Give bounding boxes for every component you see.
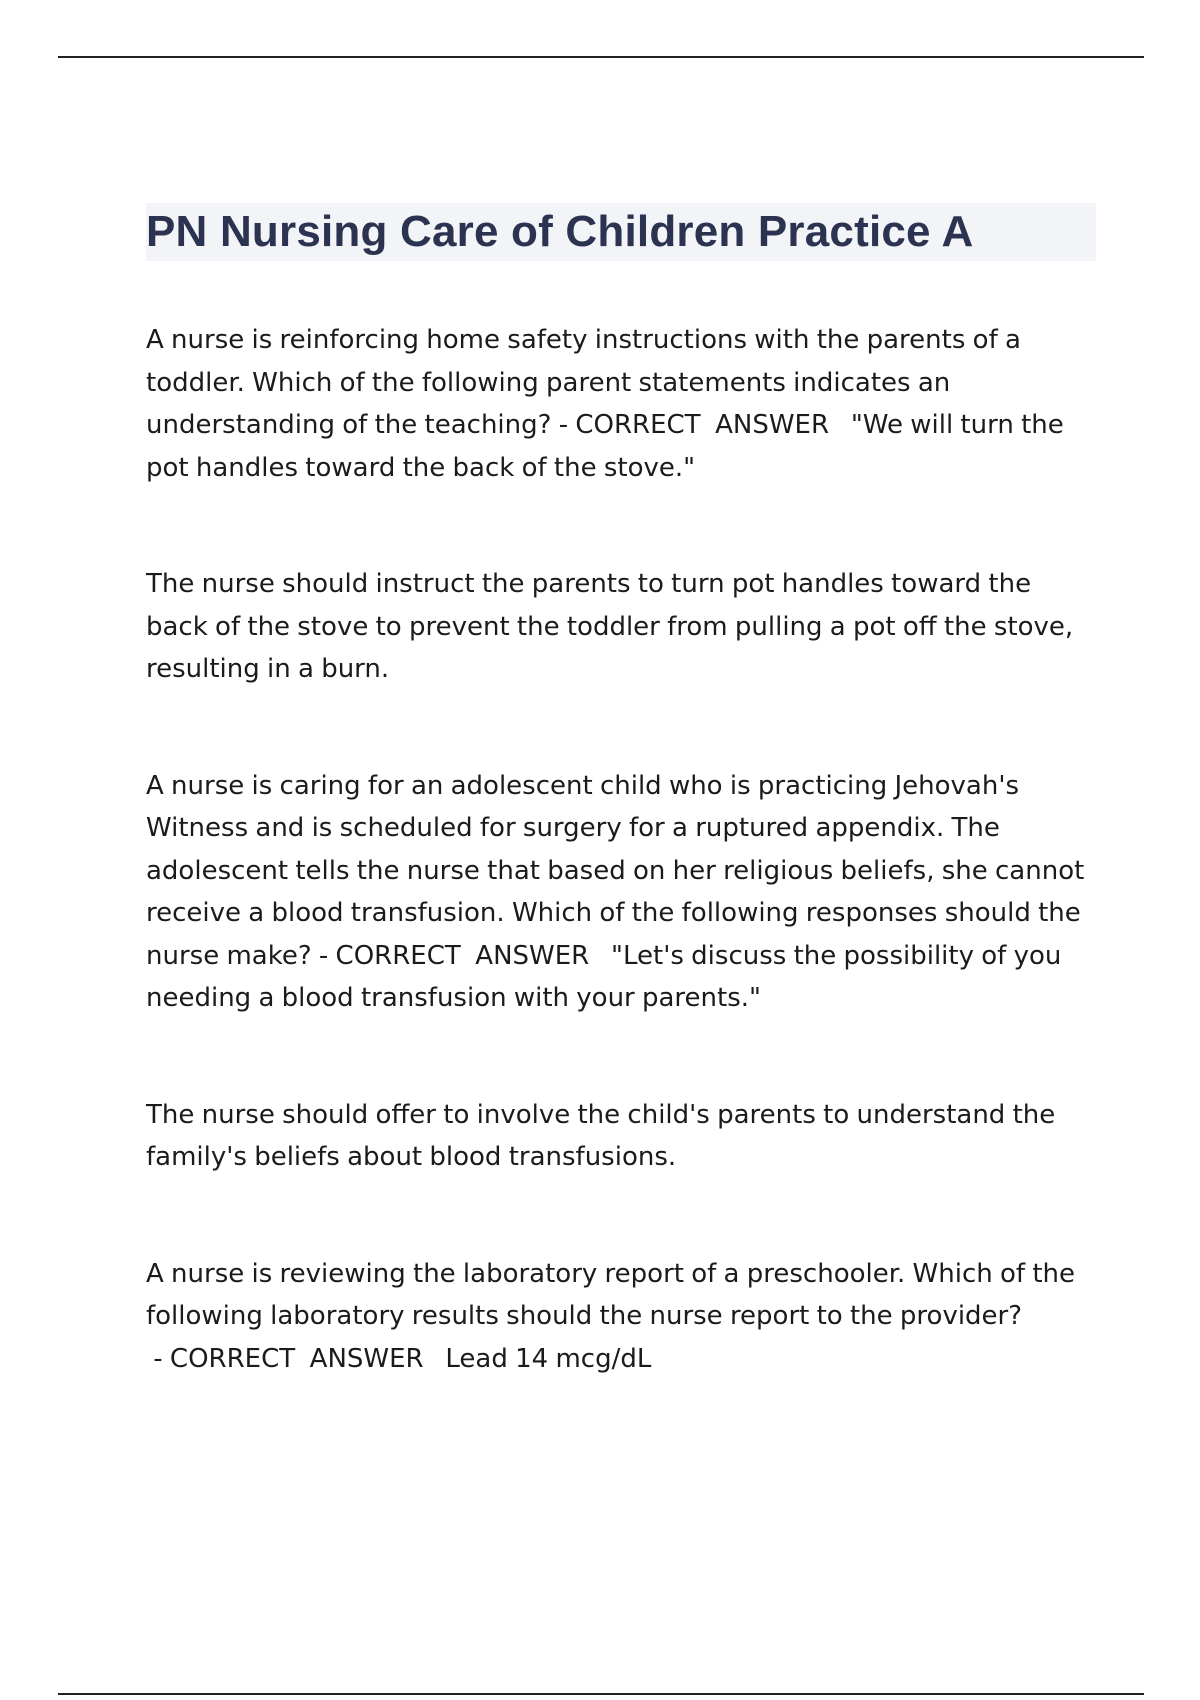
top-rule [58, 56, 1144, 58]
rationale-1: The nurse should instruct the parents to turn pot handles toward the back of the stove to prevent the toddler from pulling a pot off the stove, resulting in a burn. [146, 569, 1074, 684]
answer-marker: - CORRECT ANSWER [311, 940, 612, 971]
question-1 [146, 319, 1096, 489]
document-body [146, 203, 1096, 1454]
bottom-rule [58, 1693, 1144, 1695]
answer-marker: - CORRECT ANSWER [551, 410, 851, 440]
question-2 [146, 765, 1096, 1020]
answer-1-text: "We will turn the pot handles toward the back of the stove." [146, 410, 1064, 483]
rationale-2: The nurse should offer to involve the child's parents to understand the family's beliefs about blood transfusions. [146, 1099, 1056, 1172]
question-3-text: A nurse is reviewing the laboratory report of a preschooler. Which of the following laboratory results should the nurse report to the provider? [146, 1258, 1076, 1331]
document-title: PN Nursing Care of Children Practice A [146, 207, 974, 256]
question-3 [146, 1253, 1096, 1381]
answer-marker: - CORRECT ANSWER [146, 1343, 446, 1374]
question-2-text: A nurse is caring for an adolescent child who is practicing Jehovah's Witness and is scheduled for surgery for a ruptured appendix. The adolescent tells the nurse that based on her religious beliefs, she cannot receive a blood transfusion. Which of the following responses should the nurse make? [146, 770, 1085, 971]
qa-list [146, 319, 1096, 1380]
answer-2-text: "Let's discuss the possibility of you needing a blood transfusion with your parents." [146, 940, 1062, 1013]
question-1-text: A nurse is reinforcing home safety instructions with the parents of a toddler. Which of the following parent statements indicates an understanding of the teaching? [146, 325, 1021, 440]
title-band [146, 203, 1096, 261]
answer-3-text: Lead 14 mcg/dL [445, 1343, 652, 1374]
